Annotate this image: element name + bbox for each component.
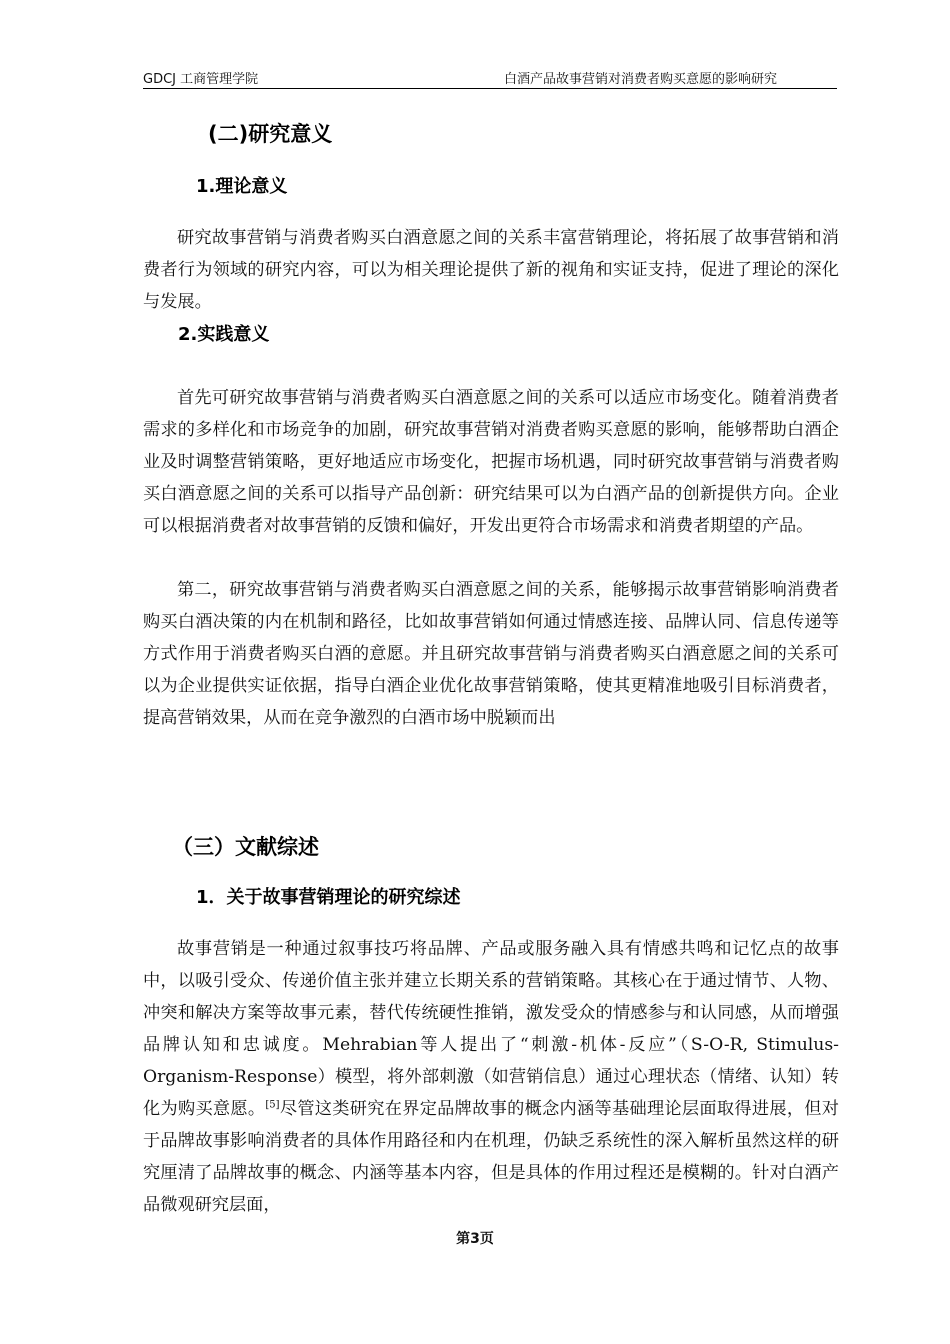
subheading-storytelling-review: 1．关于故事营销理论的研究综述 bbox=[196, 887, 461, 908]
page-header bbox=[143, 66, 837, 89]
review-text-part-b: 尽管这类研究在界定品牌故事的概念内涵等基础理论层面取得进展，但对于品牌故事影响消费者的具体作用路径和内在机理，仍缺乏系统性的深入解析虽然这样的研究厘清了品牌故事的概念、内涵等基本内容，但是具体的作用过程还是模糊的。针对白酒产品微观研究层面， bbox=[143, 1099, 839, 1215]
subheading-theory: 1.理论意义 bbox=[196, 176, 288, 197]
header-thesis-title: 白酒产品故事营销对消费者购买意愿的影响研究 bbox=[503, 72, 777, 87]
page-number: 第3页 bbox=[456, 1231, 494, 1247]
header-institution: GDCJ 工商管理学院 bbox=[143, 72, 259, 87]
review-text-part-a: 故事营销是一种通过叙事技巧将品牌、产品或服务融入具有情感共鸣和记忆点的故事中，以吸引受众、传递价值主张并建立长期关系的营销策略。其核心在于通过情节、人物、冲突和解决方案等故事元素，替代传统硬性推销，激发受众的情感参与和认同感，从而增强品牌认知和忠诚度。Mehrabian等人提出了“刺激-机体-反应”（S-O-R, Stimulus-Organism-Response）模型，将外部刺激（如营销信息）通过心理状态（情绪、认知）转化为购买意愿。 bbox=[143, 939, 839, 1119]
section-heading-significance: (二)研究意义 bbox=[208, 122, 333, 146]
paragraph-theory: 研究故事营销与消费者购买白酒意愿之间的关系丰富营销理论，将拓展了故事营销和消费者行为领域的研究内容，可以为相关理论提供了新的视角和实证支持，促进了理论的深化与发展。 bbox=[143, 228, 839, 312]
paragraph-practice-2: 第二，研究故事营销与消费者购买白酒意愿之间的关系，能够揭示故事营销影响消费者购买白酒决策的内在机制和路径，比如故事营销如何通过情感连接、品牌认同、信息传递等方式作用于消费者购买白酒的意愿。并且研究故事营销与消费者购买白酒意愿之间的关系可以为企业提供实证依据，指导白酒企业优化故事营销策略，使其更精准地吸引目标消费者，提高营销效果，从而在竞争激烈的白酒市场中脱颖而出 bbox=[143, 580, 839, 728]
citation-reference: [5] bbox=[265, 1099, 280, 1111]
subheading-practice: 2.实践意义 bbox=[178, 324, 270, 345]
section-heading-review: （三）文献综述 bbox=[172, 835, 319, 859]
paragraph-practice-1: 首先可研究故事营销与消费者购买白酒意愿之间的关系可以适应市场变化。随着消费者需求的多样化和市场竞争的加剧，研究故事营销对消费者购买意愿的影响，能够帮助白酒企业及时调整营销策略，更好地适应市场变化，把握市场机遇，同时研究故事营销与消费者购买白酒意愿之间的关系可以指导产品创新：研究结果可以为白酒产品的创新提供方向。企业可以根据消费者对故事营销的反馈和偏好，开发出更符合市场需求和消费者期望的产品。 bbox=[143, 388, 839, 536]
paragraph-storytelling-review bbox=[143, 933, 839, 1221]
